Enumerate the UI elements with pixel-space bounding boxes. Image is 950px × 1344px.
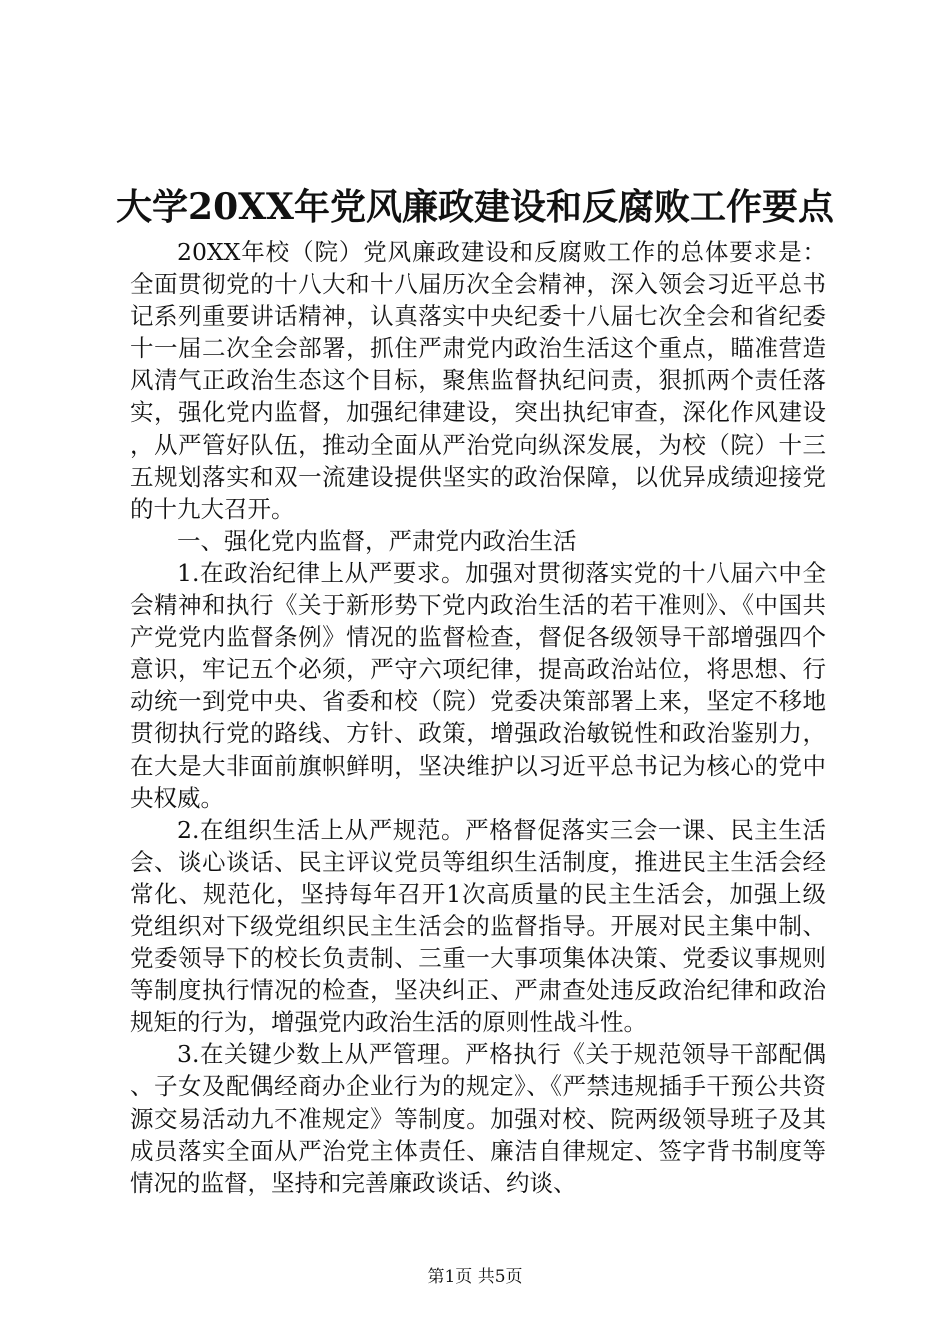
document-title: 大学20XX年党风廉政建设和反腐败工作要点 bbox=[116, 186, 834, 228]
page-footer: 第1页 共5页 bbox=[427, 1267, 523, 1287]
item-paragraph-1: 1.在政治纪律上从严要求。加强对贯彻落实党的十八届六中全会精神和执行《关于新形势下党内政治生活的若干准则》、《中国共产党党内监督条例》情况的监督检查，督促各级领导干部增强四个意识，牢记五个必须，严守六项纪律，提高政治站位，将思想、行动统一到党中央、省委和校（院）党委决策部署上来，坚定不移地贯彻执行党的路线、方针、政策，增强政治敏锐性和政治鉴别力，在大是大非面前旗帜鲜明，坚决维护以习近平总书记为核心的党中央权威。 bbox=[130, 558, 826, 812]
item-paragraph-2: 2.在组织生活上从严规范。严格督促落实三会一课、民主生活会、谈心谈话、民主评议党员等组织生活制度，推进民主生活会经常化、规范化，坚持每年召开1次高质量的民主生活会，加强上级党组织对下级党组织民主生活会的监督指导。开展对民主集中制、党委领导下的校长负责制、三重一大事项集体决策、党委议事规则等制度执行情况的检查，坚决纠正、严肃查处违反政治纪律和政治规矩的行为，增强党内政治生活的原则性战斗性。 bbox=[130, 815, 826, 1037]
item-paragraph-3: 3.在关键少数上从严管理。严格执行《关于规范领导干部配偶、子女及配偶经商办企业行为的规定》、《严禁违规插手干预公共资源交易活动九不准规定》等制度。加强对校、院两级领导班子及其成员落实全面从严治党主体责任、廉洁自律规定、签字背书制度等情况的监督，坚持和完善廉政谈话、约谈、 bbox=[130, 1040, 826, 1197]
intro-paragraph: 20XX年校（院）党风廉政建设和反腐败工作的总体要求是：全面贯彻党的十八大和十八届历次全会精神，深入领会习近平总书记系列重要讲话精神，认真落实中央纪委十八届七次全会和省纪委十一届二次全会部署，抓住严肃党内政治生活这个重点，瞄准营造风清气正政治生态这个目标，聚焦监督执纪问责，狠抓两个责任落实，强化党内监督，加强纪律建设，突出执纪审查，深化作风建设，从严管好队伍，推动全面从严治党向纵深发展，为校（院）十三五规划落实和双一流建设提供坚实的政治保障，以优异成绩迎接党的十九大召开。 bbox=[130, 238, 826, 523]
section-heading: 一、强化党内监督，严肃党内政治生活 bbox=[177, 526, 577, 555]
document-body bbox=[130, 236, 826, 1199]
